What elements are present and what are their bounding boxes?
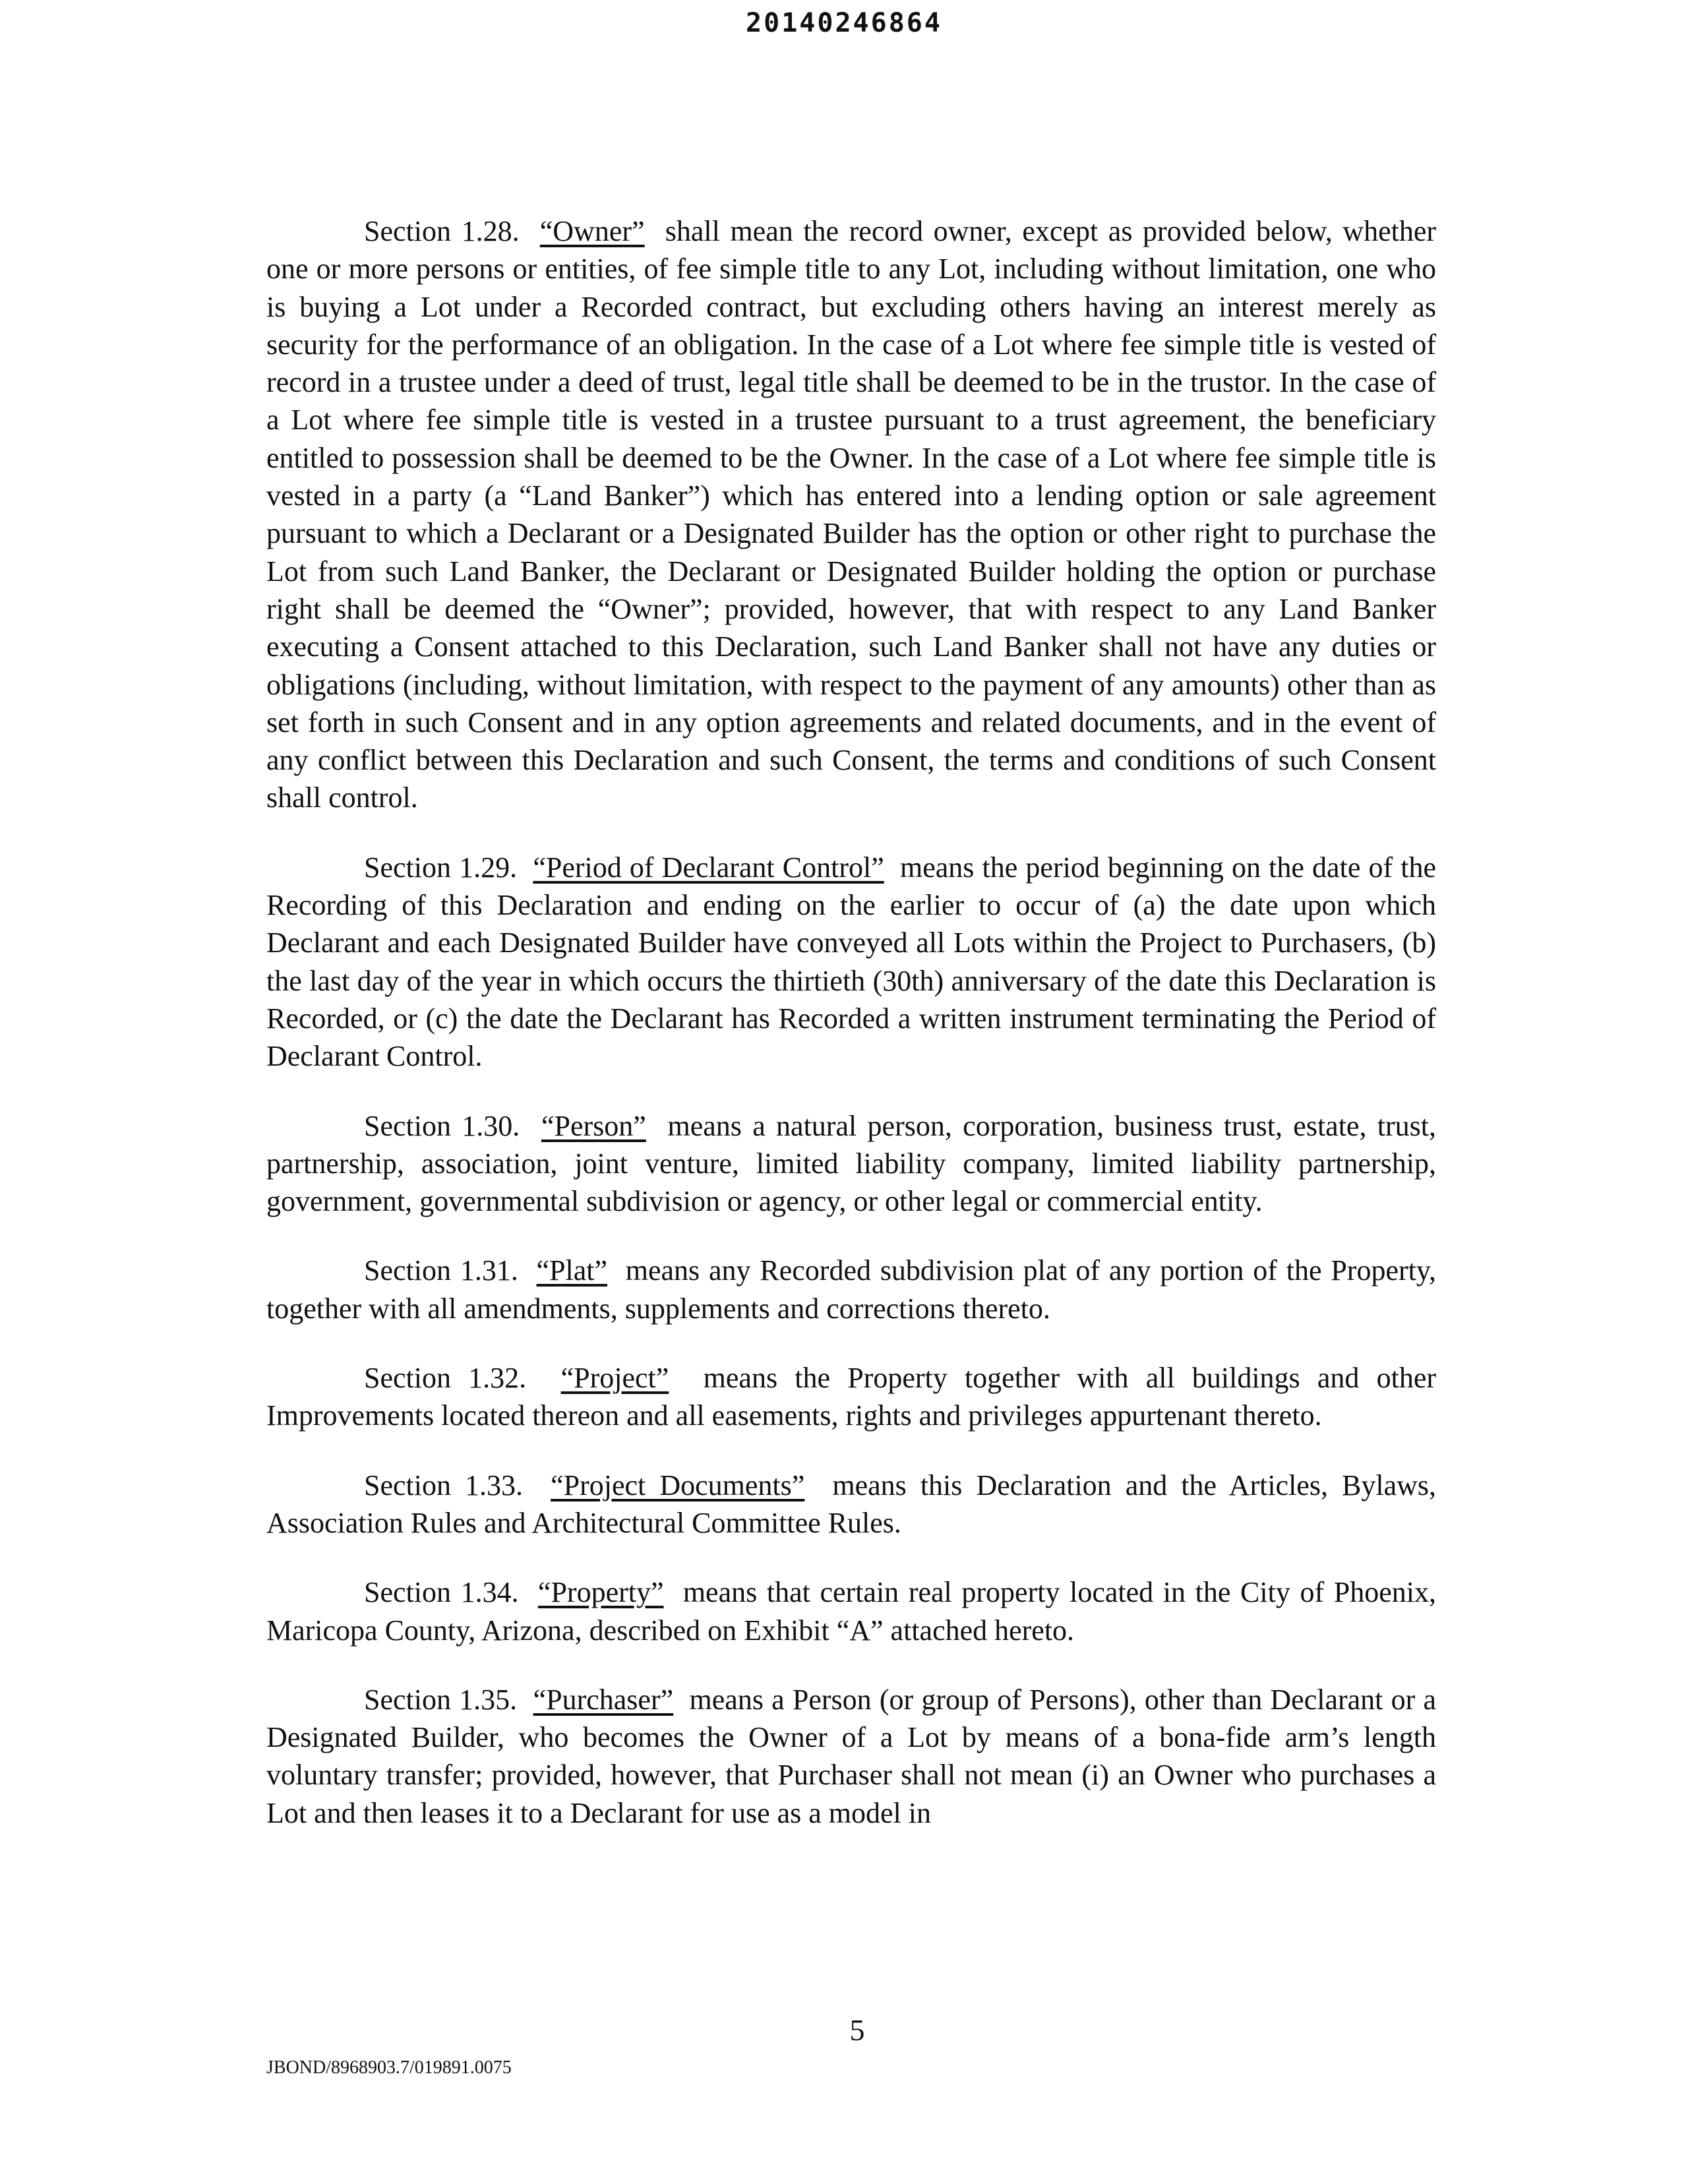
section-1-33 xyxy=(266,1467,1436,1542)
defined-term: “Property” xyxy=(537,1576,664,1609)
defined-term: “Period of Declarant Control” xyxy=(533,851,884,884)
section-number: Section 1.31. xyxy=(364,1254,518,1287)
defined-term: “Owner” xyxy=(539,215,645,247)
section-number: Section 1.32. xyxy=(364,1362,527,1395)
section-1-30 xyxy=(266,1107,1436,1221)
section-text: means any Recorded subdivision plat of any portion of the Property, together with all amendments, supplements and corrections thereto. xyxy=(266,1254,1437,1325)
section-number: Section 1.29. xyxy=(364,851,518,884)
section-1-29 xyxy=(266,849,1436,1076)
defined-term: “Project Documents” xyxy=(551,1469,805,1502)
document-body xyxy=(266,212,1436,1864)
section-text: means a Person (or group of Persons), other than Declarant or a Designated Builder, who becomes the Owner of a Lot by means of a bona-fide arm’s length voluntary transfer; provided, however, that Purchaser shall not mean (i) an Owner who purchases a Lot and then leases it to a Declarant for use as a model in xyxy=(266,1683,1436,1829)
section-text: means the period beginning on the date of the Recording of this Declaration and ending on the earlier to occur of (a) the date upon which Declarant and each Designated Builder have conveyed all Lots within the Project to Purchasers, (b) the last day of the year in which occurs the thirtieth (30th) anniversary of the date this Declaration is Recorded, or (c) the date the Declarant has Recorded a written instrument terminating the Period of Declarant Control. xyxy=(266,851,1436,1073)
section-1-31 xyxy=(266,1252,1436,1327)
section-text: means a natural person, corporation, business trust, estate, trust, partnership, association, joint venture, limited liability company, limited liability partnership, government, governmental subdivision or agency, or other legal or commercial entity. xyxy=(266,1109,1437,1218)
document-number: 20140246864 xyxy=(746,8,942,38)
defined-term: “Purchaser” xyxy=(533,1683,674,1716)
section-number: Section 1.30. xyxy=(364,1109,520,1142)
section-number: Section 1.34. xyxy=(364,1576,519,1609)
section-1-28 xyxy=(266,212,1436,817)
page-number: 5 xyxy=(849,2013,865,2047)
defined-term: “Person” xyxy=(541,1109,646,1142)
defined-term: “Plat” xyxy=(536,1254,608,1287)
section-1-32 xyxy=(266,1359,1436,1435)
file-reference: JBOND/8968903.7/019891.0075 xyxy=(266,2057,512,2078)
section-number: Section 1.33. xyxy=(364,1469,524,1502)
section-text: means this Declaration and the Articles, Bylaws, Association Rules and Architectural Committee Rules. xyxy=(266,1469,1436,1539)
section-text: means the Property together with all buildings and other Improvements located thereon and all easements, rights and privileges appurtenant thereto. xyxy=(266,1362,1437,1432)
section-1-35 xyxy=(266,1681,1436,1832)
section-number: Section 1.28. xyxy=(364,215,520,247)
section-text: means that certain real property located in the City of Phoenix, Maricopa County, Arizona, described on Exhibit “A” attached hereto. xyxy=(266,1576,1437,1647)
section-1-34 xyxy=(266,1573,1436,1649)
defined-term: “Project” xyxy=(560,1362,669,1395)
section-number: Section 1.35. xyxy=(364,1683,518,1716)
section-text: shall mean the record owner, except as provided below, whether one or more persons or entities, of fee simple title to any Lot, including without limitation, one who is buying a Lot under a Recorded contract, but excluding others having an interest merely as security for the performance of an obligation. In the case of a Lot where fee simple title is vested of record in a trustee under a deed of trust, legal title shall be deemed to be in the trustor. In the case of a Lot where fee simple title is vested in a trustee pursuant to a trust agreement, the beneficiary entitled to possession shall be deemed to be the Owner. In the case of a Lot where fee simple title is vested in a party (a “Land Banker”) which has entered into a lending option or sale agreement pursuant to which a Declarant or a Designated Builder has the option or other right to purchase the Lot from such Land Banker, the Declarant or Designated Builder holding the option or purchase right shall be deemed the “Owner”; provided, however, that with respect to any Land Banker executing a Consent attached to this Declaration, such Land Banker shall not have any duties or obligations (including, without limitation, with respect to the payment of any amounts) other than as set forth in such Consent and in any option agreements and related documents, and in the event of any conflict between this Declaration and such Consent, the terms and conditions of such Consent shall control. xyxy=(266,215,1437,814)
